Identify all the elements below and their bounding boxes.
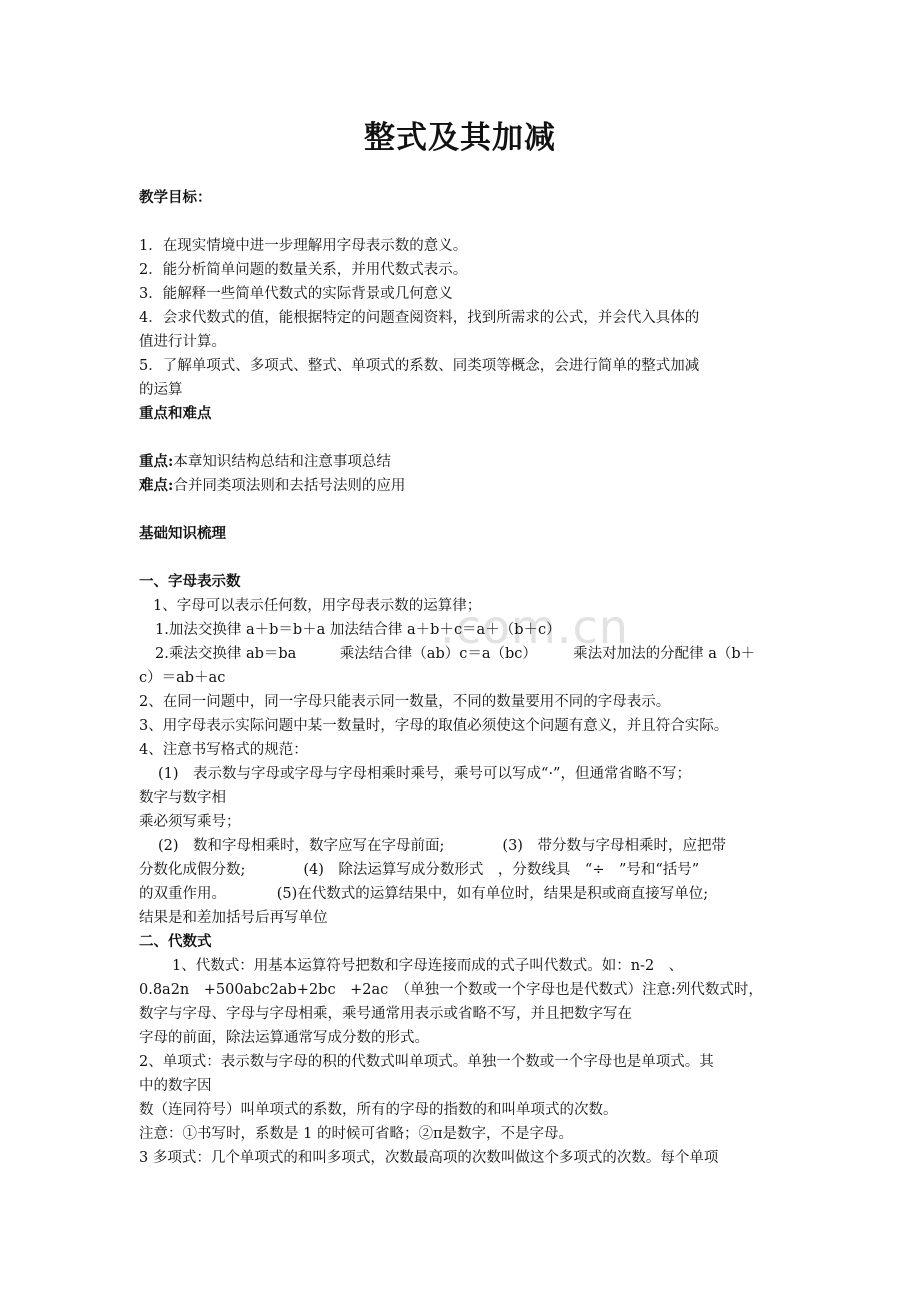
body-line: 1、代数式：用基本运算符号把数和字母连接而成的式子叫代数式。如：n-2 、 (172, 958, 684, 974)
body-line: 1.加法交换律 a＋b＝b＋a 加法结合律 a＋b＋c＝a＋（b＋c） (155, 622, 561, 638)
difficulty-label: 难点: (139, 477, 174, 494)
body-line: 数字与字母、字母与字母相乘，乘号通常用表示或省略不写，并且把数字写在 (139, 1006, 632, 1022)
body-line: 乘必须写乘号； (139, 814, 241, 830)
key-point-label: 重点: (139, 453, 174, 470)
body-line: (2) 数和字母相乘时，数字应写在字母前面; (3) 带分数与字母相乘时，应把带 (158, 838, 726, 854)
objective-line: 4．会求代数式的值，能根据特定的问题查阅资料，找到所需求的公式，并会代入具体的 (139, 310, 700, 326)
objective-line: 1．在现实情境中进一步理解用字母表示数的意义。 (139, 238, 468, 254)
body-line: c）＝ab＋ac (139, 670, 226, 686)
section-heading-key-points: 重点和难点 (139, 405, 212, 422)
objective-line: 5．了解单项式、多项式、整式、单项式的系数、同类项等概念，会进行简单的整式加减 (139, 358, 700, 374)
body-line: 4、注意书写格式的规范： (139, 742, 308, 758)
body-line: 的双重作用。 (5)在代数式的运算结果中，如有单位时，结果是积或商直接写单位; (139, 886, 709, 902)
difficulty-line (139, 476, 405, 496)
body-line: 分数化成假分数; (4) 除法运算写成分数形式 ，分数线具 “÷ ”号和“括号” (139, 862, 700, 878)
body-line: 结果是和差加括号后再写单位 (139, 910, 328, 926)
document-title: 整式及其加减 (364, 120, 556, 156)
section-heading-objectives: 教学目标： (139, 189, 212, 206)
body-line: 3 多项式：几个单项式的和叫多项式，次数最高项的次数叫做这个多项式的次数。每个单项 (139, 1150, 719, 1166)
objective-line: 2．能分析简单问题的数量关系，并用代数式表示。 (139, 262, 468, 278)
body-line: 中的数字因 (139, 1078, 212, 1094)
objective-line: 的运算 (139, 382, 183, 398)
objective-line: 值进行计算。 (139, 334, 226, 350)
body-line: 注意：①书写时，系数是 1 的时候可省略；②π是数字，不是字母。 (139, 1126, 573, 1142)
body-line: 2、在同一问题中，同一字母只能表示同一数量，不同的数量要用不同的字母表示。 (139, 694, 671, 710)
watermark: .com.cn (440, 600, 629, 654)
body-line: 2、单项式：表示数与字母的积的代数式叫单项式。单独一个数或一个字母也是单项式。其 (139, 1054, 714, 1070)
section-heading-algebraic: 二、代数式 (139, 933, 212, 950)
objective-line: 3．能解释一些简单代数式的实际背景或几何意义 (139, 286, 453, 302)
body-line: 0.8a2n +500abc2ab+2bc +2ac （单独一个数或一个字母也是代数式）注意:列代数式时， (139, 982, 763, 998)
key-point-text: 本章知识结构总结和注意事项总结 (173, 454, 391, 470)
body-line: 3、用字母表示实际问题中某一数量时，字母的取值必须使这个问题有意义，并且符合实际。 (139, 718, 729, 734)
key-point-line (139, 452, 391, 472)
body-line: 1、字母可以表示任何数，用字母表示数的运算律； (153, 598, 482, 614)
difficulty-text: 合并同类项法则和去括号法则的应用 (173, 478, 406, 494)
body-line: 字母的前面，除法运算通常写成分数的形式。 (139, 1030, 429, 1046)
body-line: 数字与数字相 (139, 790, 226, 806)
section-heading-letters: 一、字母表示数 (139, 573, 241, 590)
body-line: (1) 表示数与字母或字母与字母相乘时乘号，乘号可以写成“·”，但通常省略不写； (158, 766, 691, 782)
section-heading-basics: 基础知识梳理 (139, 525, 226, 542)
body-line: 2.乘法交换律 ab＝ba 乘法结合律（ab）c＝a（bc） 乘法对加法的分配律 a（b＋ (155, 646, 756, 662)
body-line: 数（连同符号）叫单项式的系数，所有的字母的指数的和叫单项式的次数。 (139, 1102, 618, 1118)
